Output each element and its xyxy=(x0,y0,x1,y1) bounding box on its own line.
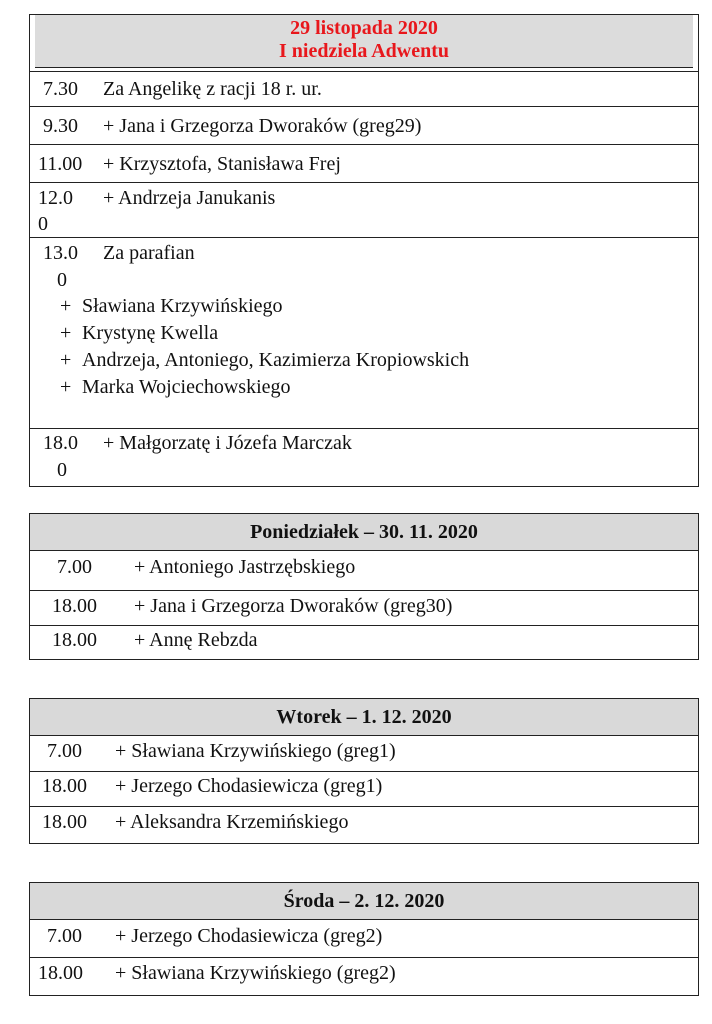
mass-time: 18.00 xyxy=(52,595,97,617)
mass-intention: + Jerzego Chodasiewicza (greg1) xyxy=(115,775,383,797)
table-row xyxy=(30,958,698,994)
table-row xyxy=(30,920,698,958)
table-row xyxy=(30,807,698,842)
mass-time: 12.0 xyxy=(38,187,73,209)
sunday-title-date: 29 listopada 2020 xyxy=(290,17,438,39)
table-row xyxy=(30,72,698,107)
mass-intention: + Jana i Grzegorza Dworaków (greg30) xyxy=(134,595,453,617)
tuesday-header xyxy=(30,699,698,736)
sunday-table xyxy=(29,14,699,487)
monday-header xyxy=(30,514,698,551)
mass-time: 18.00 xyxy=(38,962,83,984)
mass-intention: + Jerzego Chodasiewicza (greg2) xyxy=(115,925,383,947)
mass-intention: + Sławiana Krzywińskiego (greg1) xyxy=(115,740,396,762)
table-row xyxy=(30,183,698,238)
mass-time: 18.00 xyxy=(52,629,97,651)
list-item: + Marka Wojciechowskiego xyxy=(60,376,291,398)
mass-intention: + Andrzeja Janukanis xyxy=(103,187,276,209)
mass-intention: + Sławiana Krzywińskiego (greg2) xyxy=(115,962,396,984)
table-row xyxy=(30,107,698,145)
list-item: + Krystynę Kwella xyxy=(60,322,219,344)
mass-time: 7.00 xyxy=(57,556,92,578)
tuesday-title: Wtorek – 1. 12. 2020 xyxy=(276,705,452,728)
mass-time: 18.00 xyxy=(42,775,87,797)
mass-intention: + Małgorzatę i Józefa Marczak xyxy=(103,432,352,454)
wednesday-table xyxy=(29,882,699,996)
mass-time-wrap: 0 xyxy=(57,459,67,481)
mass-intention: Za Angelikę z racji 18 r. ur. xyxy=(103,78,322,100)
mass-time: 7.00 xyxy=(47,925,82,947)
monday-table xyxy=(29,513,699,660)
mass-time: 18.00 xyxy=(42,811,87,833)
table-row xyxy=(30,238,698,429)
table-row xyxy=(30,429,698,484)
table-row xyxy=(30,736,698,772)
mass-intention: + Jana i Grzegorza Dworaków (greg29) xyxy=(103,115,422,137)
table-row xyxy=(30,591,698,626)
list-item: + Andrzeja, Antoniego, Kazimierza Kropiowskich xyxy=(60,349,470,371)
mass-time: 13.0 xyxy=(43,242,78,264)
mass-time: 7.00 xyxy=(47,740,82,762)
wednesday-header xyxy=(30,883,698,920)
list-item: + Sławiana Krzywińskiego xyxy=(60,295,283,317)
monday-title: Poniedziałek – 30. 11. 2020 xyxy=(250,520,478,543)
tuesday-table xyxy=(29,698,699,844)
mass-intention: + Aleksandra Krzemińskiego xyxy=(115,811,349,833)
mass-time: 7.30 xyxy=(43,78,78,100)
mass-time-wrap: 0 xyxy=(57,269,67,291)
mass-intention: Za parafian xyxy=(103,242,195,264)
sunday-title-name: I niedziela Adwentu xyxy=(278,40,450,62)
table-row xyxy=(30,145,698,183)
table-row xyxy=(30,772,698,807)
mass-time-wrap: 0 xyxy=(38,213,48,235)
mass-intention: + Krzysztofa, Stanisława Frej xyxy=(103,153,341,175)
mass-intention: + Annę Rebzda xyxy=(134,629,258,651)
table-row xyxy=(30,626,698,659)
table-row xyxy=(30,551,698,591)
mass-intention: + Antoniego Jastrzębskiego xyxy=(134,556,356,578)
sunday-header xyxy=(35,15,693,68)
mass-time: 9.30 xyxy=(43,115,78,137)
mass-time: 11.00 xyxy=(38,153,83,175)
wednesday-title: Środa – 2. 12. 2020 xyxy=(283,889,445,912)
mass-time: 18.0 xyxy=(43,432,78,454)
